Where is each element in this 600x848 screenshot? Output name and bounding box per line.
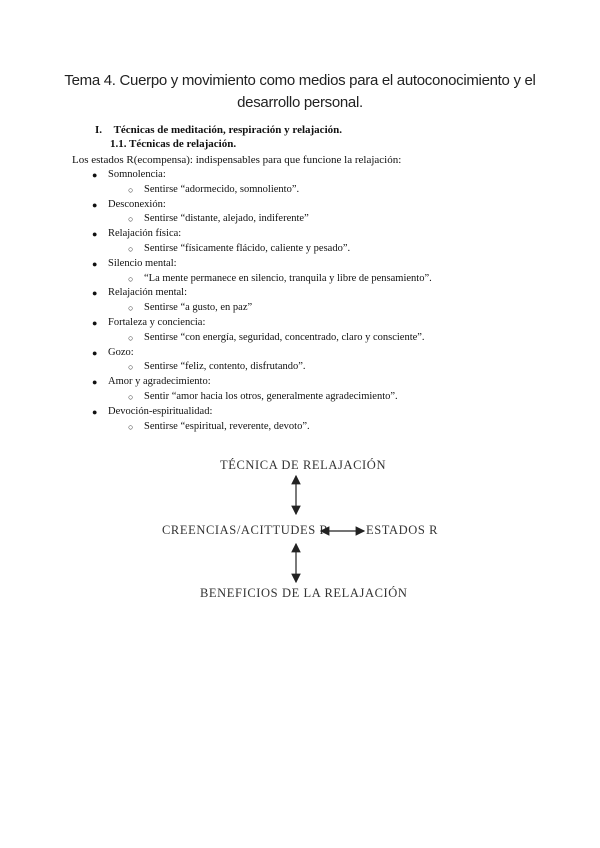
bullet-icon: ● [92, 199, 98, 210]
list-subitem [92, 242, 432, 257]
state-detail: Sentirse “espiritual, reverente, devoto”. [144, 420, 310, 432]
intro-paragraph: Los estados R(ecompensa): indispensables para que funcione la relajación: [72, 154, 402, 166]
state-name: Relajación mental: [108, 287, 188, 299]
bullet-icon: ● [92, 347, 98, 358]
list-item [92, 316, 432, 331]
diagram-bottom-label: BENEFICIOS DE LA RELAJACIÓN [200, 586, 408, 600]
circle-bullet-icon: ○ [128, 243, 134, 254]
states-list [92, 168, 432, 434]
list-item [92, 257, 432, 272]
state-name: Desconexión: [108, 198, 166, 210]
list-subitem [92, 301, 432, 316]
state-detail: Sentirse “feliz, contento, disfrutando”. [144, 361, 306, 373]
state-name: Fortaleza y conciencia: [108, 316, 206, 328]
state-detail: Sentirse “con energía, seguridad, concentrado, claro y consciente”. [144, 331, 425, 343]
bullet-icon: ● [92, 288, 98, 299]
list-subitem [92, 360, 432, 375]
list-item [92, 286, 432, 301]
state-detail: Sentirse “a gusto, en paz” [144, 302, 253, 314]
bullet-icon: ● [92, 406, 98, 417]
state-name: Somnolencia: [108, 169, 166, 180]
list-subitem [92, 420, 432, 435]
state-name: Gozo: [108, 346, 134, 358]
state-detail: Sentirse “físicamente flácido, caliente y pesado”. [144, 242, 351, 254]
state-name: Amor y agradecimiento: [108, 376, 211, 388]
state-name: Relajación física: [108, 228, 182, 240]
circle-bullet-icon: ○ [128, 184, 134, 195]
list-item [92, 346, 432, 361]
list-item [92, 227, 432, 242]
list-subitem [92, 272, 432, 287]
list-item [92, 405, 432, 420]
bullet-icon: ● [92, 317, 98, 328]
section-number: I. [95, 124, 103, 136]
circle-bullet-icon: ○ [128, 214, 134, 225]
list-subitem [92, 212, 432, 227]
subsection-heading: 1.1. Técnicas de relajación. [110, 138, 237, 150]
section-label: Técnicas de meditación, respiración y relajación. [113, 124, 342, 136]
bullet-icon: ● [92, 229, 98, 240]
list-subitem [92, 183, 432, 198]
bullet-icon: ● [92, 170, 98, 180]
circle-bullet-icon: ○ [128, 273, 134, 284]
diagram-right-label: ESTADOS R [366, 523, 439, 537]
list-item [92, 168, 432, 183]
bullet-icon: ● [92, 377, 98, 388]
state-detail: Sentir “amor hacia los otros, generalmente agradecimiento”. [144, 390, 398, 402]
diagram-top-label: TÉCNICA DE RELAJACIÓN [220, 458, 387, 472]
bullet-icon: ● [92, 258, 98, 269]
circle-bullet-icon: ○ [128, 421, 134, 432]
list-subitem [92, 390, 432, 405]
circle-bullet-icon: ○ [128, 362, 134, 373]
circle-bullet-icon: ○ [128, 332, 134, 343]
state-detail: Sentirse “distante, alejado, indiferente” [144, 213, 309, 225]
diagram-left-label: CREENCIAS/ACITTUDES R [162, 523, 329, 537]
page-title: Tema 4. Cuerpo y movimiento como medios para el autoconocimiento y el desarrollo personal. [64, 72, 536, 111]
circle-bullet-icon: ○ [128, 303, 134, 314]
list-subitem [92, 331, 432, 346]
state-detail: “La mente permanece en silencio, tranquila y libre de pensamiento”. [144, 272, 432, 284]
state-detail: Sentirse “adormecido, somnoliento”. [144, 183, 300, 195]
state-name: Silencio mental: [108, 257, 177, 269]
circle-bullet-icon: ○ [128, 391, 134, 402]
state-name: Devoción-espiritualidad: [108, 405, 213, 417]
list-item [92, 375, 432, 390]
section-heading [95, 124, 342, 136]
list-item [92, 198, 432, 213]
